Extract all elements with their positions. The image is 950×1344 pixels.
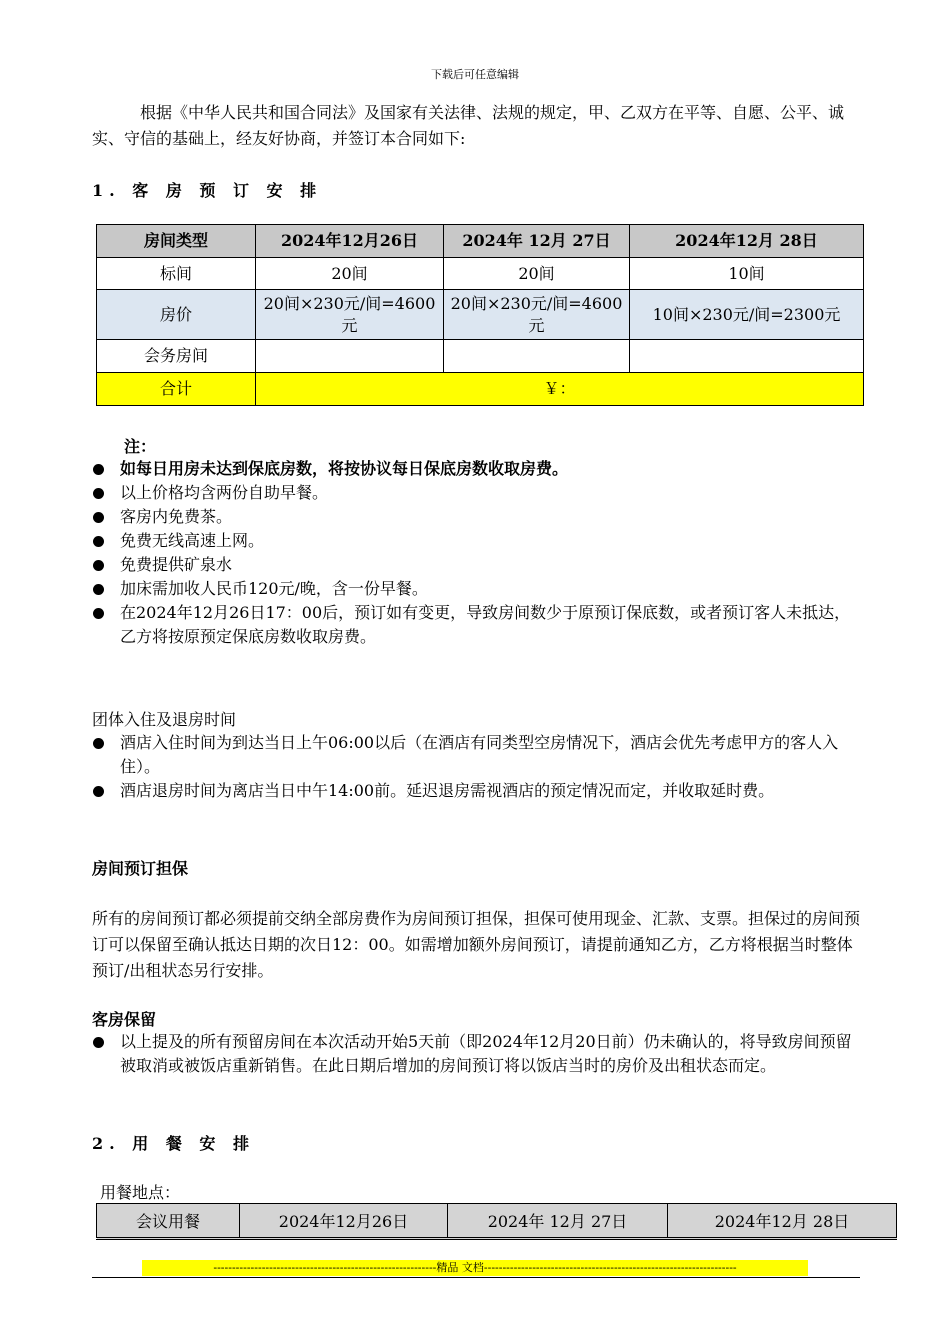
- footer-divider: [92, 1277, 860, 1278]
- dining-table: [96, 1203, 897, 1240]
- room-booking-table: [96, 224, 864, 406]
- retention-heading: 客房保留: [92, 1010, 157, 1029]
- checkin-text: 酒店入住时间为到达当日上午06:00以后（在酒店有同类型空房情况下，酒店会优先考虑甲方的客人入住）。: [120, 733, 839, 776]
- header-date-26: 2024年12月26日: [256, 225, 444, 258]
- cell-price-27: 20间×230元/间=4600元: [444, 290, 630, 340]
- header-meeting-meal: 会议用餐: [97, 1204, 240, 1239]
- cell-business-28: [630, 340, 864, 373]
- header-date-27: 2024年 12月 27日: [444, 225, 630, 258]
- list-item: [92, 779, 862, 803]
- guarantee-paragraph: 所有的房间预订都必须提前交纳全部房费作为房间预订担保，担保可使用现金、汇款、支票。担保过的房间预订可以保留至确认抵达日期的次日12：00。如需增加额外房间预订，请提前通知乙方，乙方将根据当时整体预订/出租状态另行安排。: [92, 909, 861, 980]
- checkin-list: [92, 731, 862, 803]
- bullet-icon: [93, 560, 104, 571]
- bullet-icon: [93, 608, 104, 619]
- table-row: [97, 340, 864, 373]
- table-row: [97, 258, 864, 290]
- dining-location-label: 用餐地点：: [100, 1183, 181, 1202]
- guarantee-heading: 房间预订担保: [92, 859, 189, 878]
- cell-total-value: ￥：: [256, 373, 864, 406]
- note-text: 如每日用房未达到保底房数，将按协议每日保底房数收取房费。: [120, 459, 569, 478]
- note-text: 客房内免费茶。: [120, 507, 233, 526]
- note-text: 免费提供矿泉水: [120, 555, 233, 574]
- notes-list: [92, 457, 862, 649]
- list-item: [92, 481, 862, 505]
- note-text: 以上价格均含两份自助早餐。: [120, 483, 329, 502]
- intro-paragraph: 根据《中华人民共和国合同法》及国家有关法律、法规的规定，甲、乙双方在平等、自愿、公平、诚实、守信的基础上，经友好协商，并签订本合同如下:: [92, 103, 845, 148]
- header-date-26: 2024年12月26日: [240, 1204, 448, 1239]
- cell-total-label: 合计: [97, 373, 256, 406]
- list-item: [92, 601, 862, 649]
- list-item: [92, 731, 862, 779]
- section-title-dining: 2. 用 餐 安 排: [92, 1134, 255, 1153]
- retention-list: [92, 1030, 862, 1078]
- note-text: 加床需加收人民币120元/晚，含一份早餐。: [120, 579, 428, 598]
- cell-business-27: [444, 340, 630, 373]
- notes-heading: 注：: [124, 437, 157, 456]
- list-item: [92, 457, 862, 481]
- cell-standard-27: 20间: [444, 258, 630, 290]
- note-text: 免费无线高速上网。: [120, 531, 265, 550]
- checkin-heading: 团体入住及退房时间: [92, 710, 237, 729]
- bullet-icon: [93, 738, 104, 749]
- header-note: 下载后可任意编辑: [431, 68, 519, 81]
- header-date-28: 2024年12月 28日: [630, 225, 864, 258]
- cell-standard-26: 20间: [256, 258, 444, 290]
- list-item: [92, 529, 862, 553]
- cell-standard-28: 10间: [630, 258, 864, 290]
- list-item: [92, 577, 862, 601]
- checkout-text: 酒店退房时间为离店当日中午14:00前。延迟退房需视酒店的预定情况而定，并收取延时费。: [120, 781, 775, 800]
- list-item: [92, 505, 862, 529]
- cell-price-26: 20间×230元/间=4600元: [256, 290, 444, 340]
- table-header-row: [97, 225, 864, 258]
- section-title-rooms: 1. 客 房 预 订 安 排: [92, 181, 323, 200]
- cell-price-label: 房价: [97, 290, 256, 340]
- header-date-28: 2024年12月 28日: [668, 1204, 897, 1239]
- bullet-icon: [93, 536, 104, 547]
- bullet-icon: [93, 786, 104, 797]
- footer-watermark: ------------------------------------------------------------精品 文档--------------------------------------------------------------------: [142, 1260, 808, 1276]
- table-row: [97, 373, 864, 406]
- cell-business-label: 会务房间: [97, 340, 256, 373]
- bullet-icon: [93, 584, 104, 595]
- list-item: [92, 1030, 862, 1078]
- bullet-icon: [93, 512, 104, 523]
- cell-business-26: [256, 340, 444, 373]
- cell-price-28: 10间×230元/间=2300元: [630, 290, 864, 340]
- bullet-icon: [93, 464, 104, 475]
- header-date-27: 2024年 12月 27日: [448, 1204, 668, 1239]
- bullet-icon: [93, 488, 104, 499]
- table-header-row: [97, 1204, 897, 1239]
- retention-text: 以上提及的所有预留房间在本次活动开始5天前（即2024年12月20日前）仍未确认的，将导致房间预留被取消或被饭店重新销售。在此日期后增加的房间预订将以饭店当时的房价及出租状态而定。: [120, 1032, 852, 1075]
- cell-standard-label: 标间: [97, 258, 256, 290]
- note-text: 在2024年12月26日17：00后，预订如有变更，导致房间数少于原预订保底数，或者预订客人未抵达，乙方将按原预定保底房数收取房费。: [120, 603, 851, 646]
- table-row: [97, 290, 864, 340]
- list-item: [92, 553, 862, 577]
- bullet-icon: [93, 1037, 104, 1048]
- header-room-type: 房间类型: [97, 225, 256, 258]
